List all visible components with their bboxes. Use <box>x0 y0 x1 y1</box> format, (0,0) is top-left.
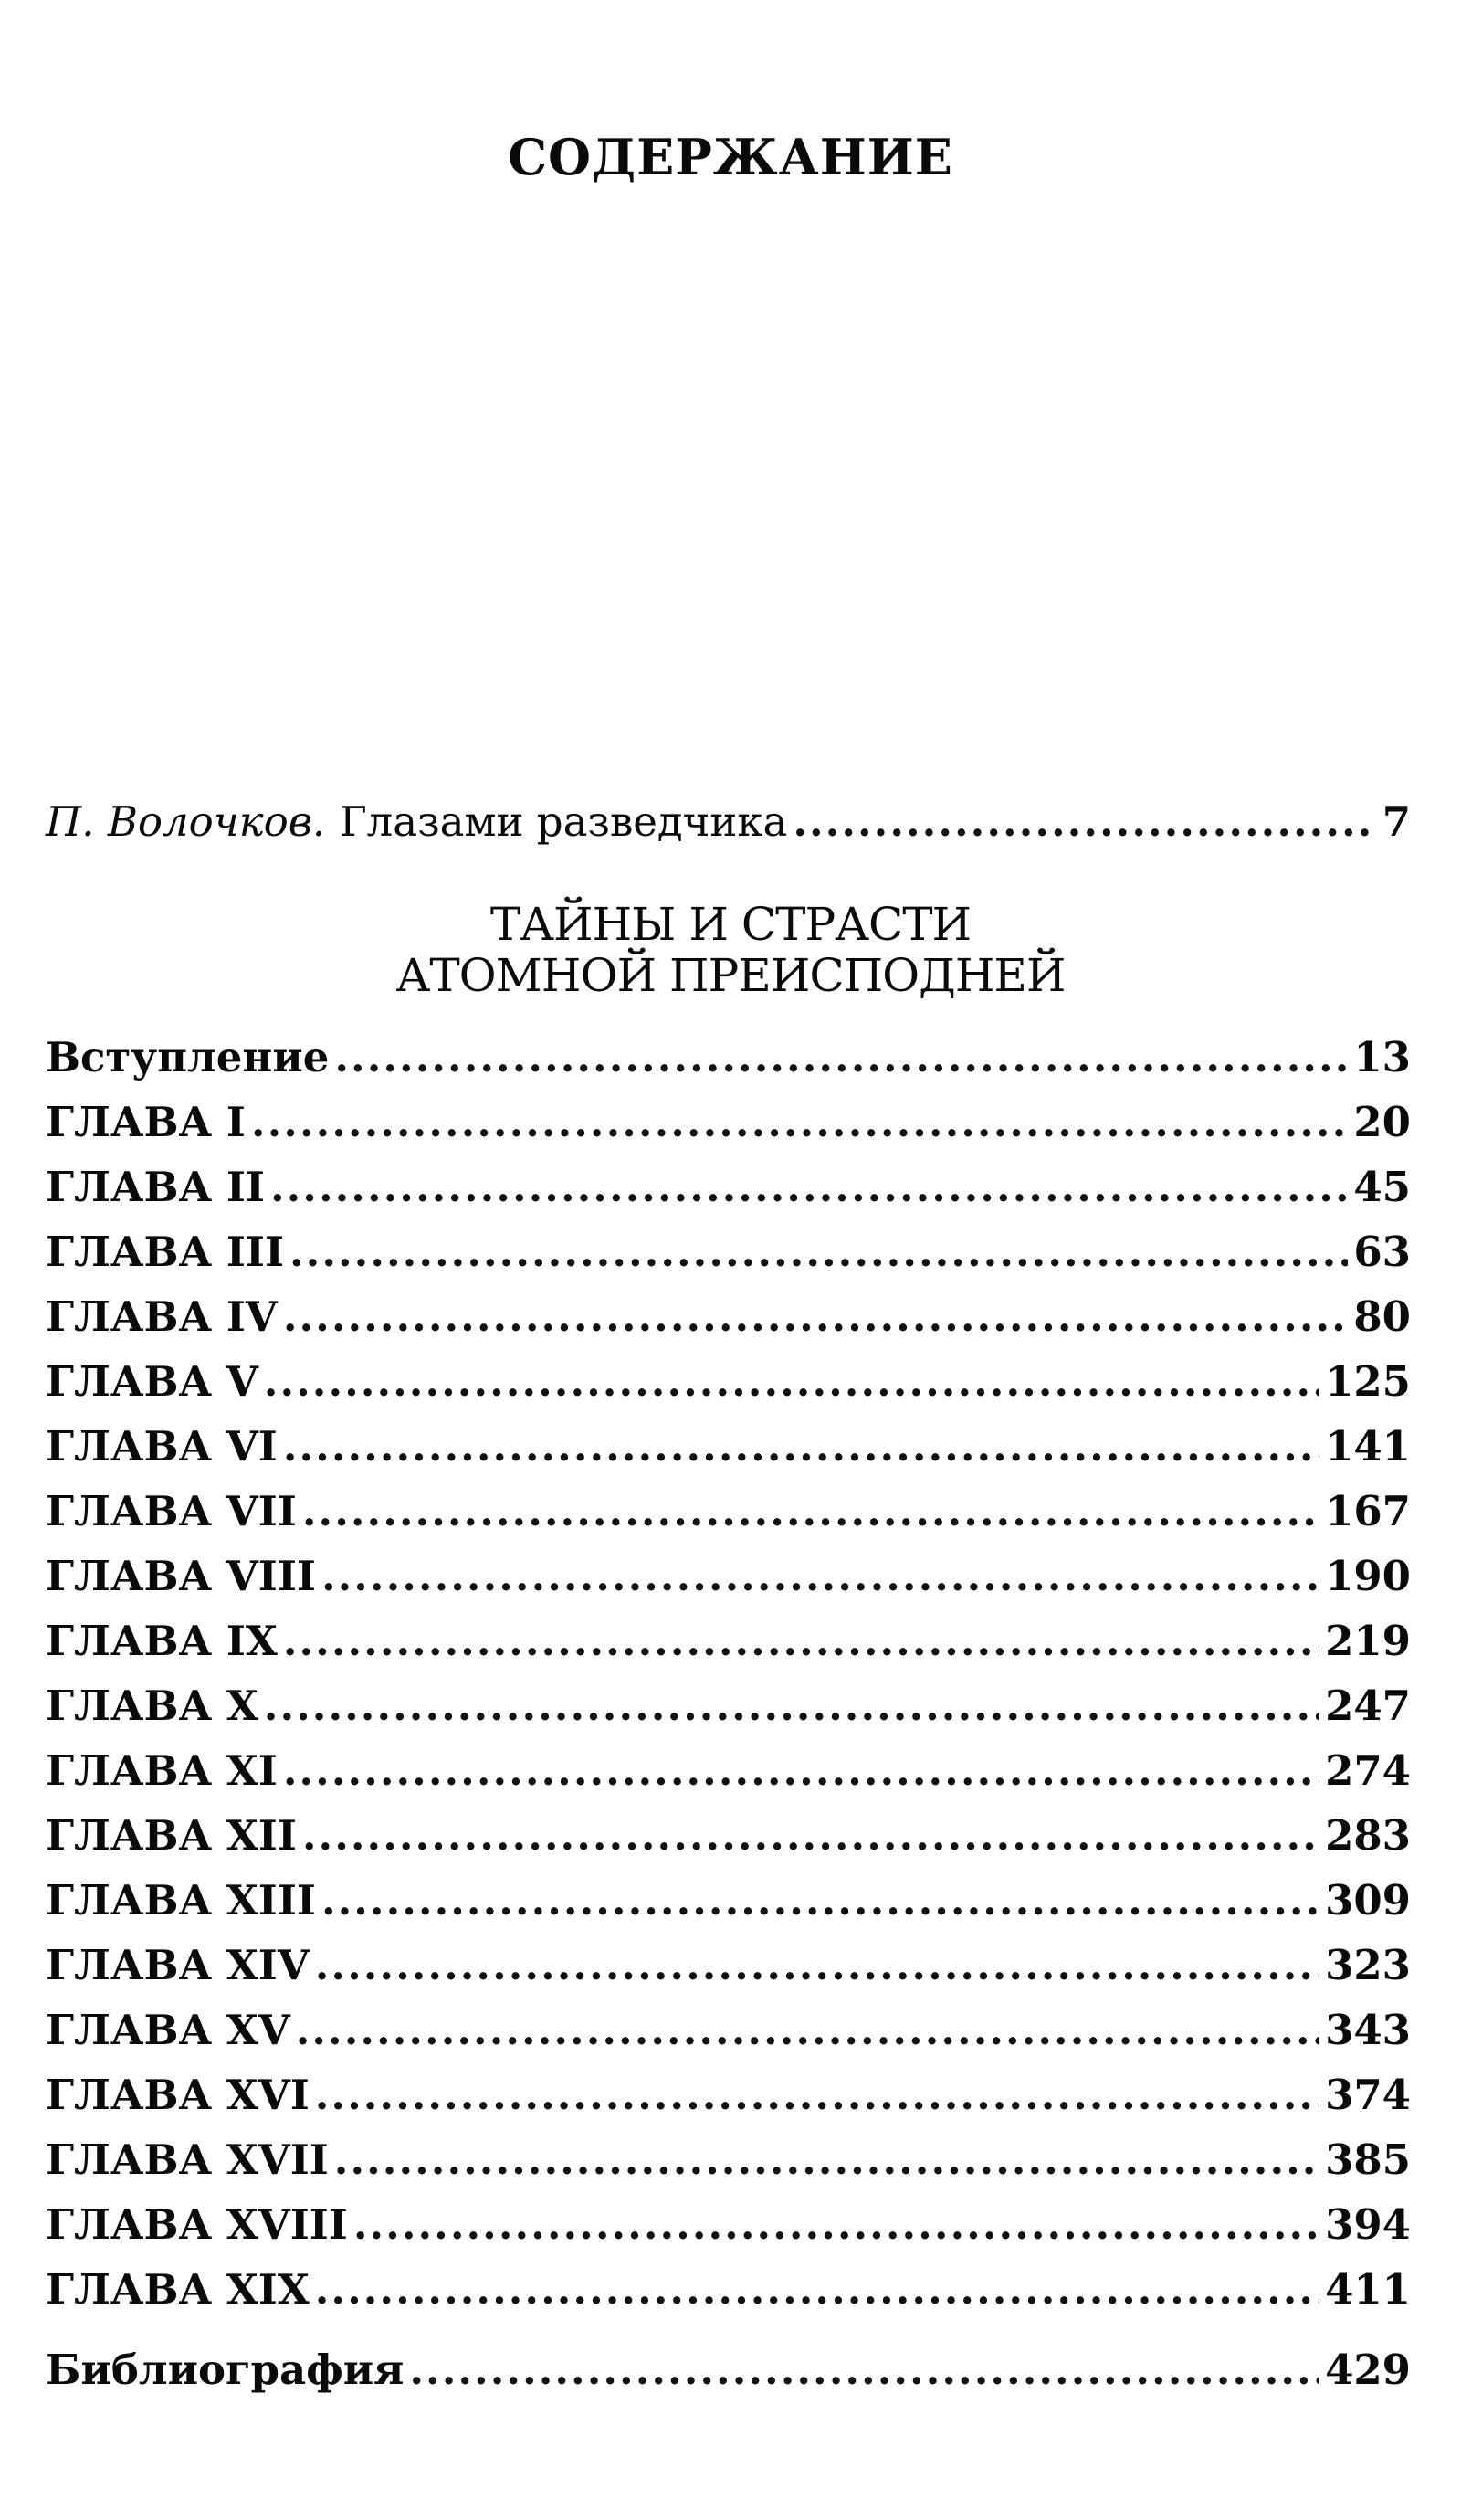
toc-entry <box>46 1225 1411 1280</box>
toc-entry-label: ГЛАВА XVI <box>46 2071 310 2119</box>
toc-entry-label: ГЛАВА XV <box>46 2006 290 2054</box>
toc-page-number: 45 <box>1353 1163 1411 1211</box>
dot-leader <box>251 1095 1348 1150</box>
toc-entry <box>46 1744 1411 1798</box>
toc-page-number: 190 <box>1325 1552 1411 1600</box>
toc-entry <box>46 1808 1411 1863</box>
toc-entry <box>46 1484 1411 1539</box>
dot-leader <box>334 2133 1319 2188</box>
toc-entry-label: ГЛАВА V <box>46 1357 258 1406</box>
dot-leader <box>315 1938 1319 1993</box>
toc-page-number: 141 <box>1325 1422 1411 1471</box>
section-heading-line-2: АТОМНОЙ ПРЕИСПОДНЕЙ <box>395 949 1066 1002</box>
toc-page-number: 283 <box>1325 1811 1411 1860</box>
toc-entry <box>46 1030 1411 1085</box>
section-heading-line-1: ТАЙНЫ И СТРАСТИ <box>489 898 972 951</box>
toc-page-number: 309 <box>1325 1876 1411 1924</box>
work-title: Глазами разведчика <box>339 797 788 846</box>
toc-page-number: 385 <box>1325 2135 1411 2184</box>
toc-entry <box>46 1549 1411 1604</box>
dot-leader <box>334 1030 1348 1085</box>
dot-leader <box>353 2198 1319 2252</box>
dot-leader <box>283 1419 1319 1474</box>
toc-page-number: 274 <box>1325 1746 1411 1795</box>
dot-leader <box>321 1549 1319 1604</box>
dot-leader <box>296 2003 1319 2058</box>
toc-entry <box>46 1614 1411 1669</box>
dot-leader <box>283 1614 1319 1669</box>
toc-entry-label: ГЛАВА VII <box>46 1487 297 1535</box>
toc-entry-label: ГЛАВА VIII <box>46 1552 316 1600</box>
toc-page-number: 247 <box>1325 1682 1411 1730</box>
toc-entry-label: ГЛАВА II <box>46 1163 265 1211</box>
toc-entry-label: ГЛАВА III <box>46 1228 285 1276</box>
toc-page-number: 323 <box>1325 1941 1411 1989</box>
toc-entry-label: ГЛАВА XIV <box>46 1941 310 1989</box>
dot-leader <box>264 1679 1319 1734</box>
toc-entry <box>46 1160 1411 1215</box>
toc-page-number: 80 <box>1353 1292 1411 1341</box>
toc-entry-label: Библиография <box>46 2346 405 2394</box>
toc-page-number: 13 <box>1353 1033 1411 1081</box>
toc-entry <box>46 1938 1411 1993</box>
toc-entry-label: ГЛАВА XII <box>46 1811 297 1860</box>
toc-page-number: 7 <box>1382 797 1411 846</box>
toc-entry-label: Вступление <box>46 1033 330 1081</box>
toc-entry-label: ГЛАВА XI <box>46 1746 278 1795</box>
dot-leader <box>283 1744 1319 1798</box>
toc-entry-label: ГЛАВА IV <box>46 1292 278 1341</box>
dot-leader <box>270 1160 1348 1215</box>
toc-entry <box>46 2133 1411 2188</box>
toc-entry-label: ГЛАВА XIII <box>46 1876 316 1924</box>
toc-entry <box>46 2003 1411 2058</box>
dot-leader <box>302 1808 1319 1863</box>
dot-leader <box>289 1225 1348 1280</box>
dot-leader <box>793 795 1369 849</box>
toc-page-number: 411 <box>1325 2265 1411 2314</box>
toc-entry-label: ГЛАВА IX <box>46 1617 278 1665</box>
toc-page-number: 429 <box>1325 2346 1411 2394</box>
toc-page-number: 394 <box>1325 2200 1411 2249</box>
toc-entry-label <box>46 795 787 849</box>
toc-entry <box>46 1290 1411 1344</box>
page-title: СОДЕРЖАНИЕ <box>508 128 953 186</box>
author-name: П. Волочков. <box>46 797 326 846</box>
toc-entry <box>46 1873 1411 1928</box>
toc-page-number: 219 <box>1325 1617 1411 1665</box>
toc-page-number: 374 <box>1325 2071 1411 2119</box>
dot-leader <box>409 2343 1319 2398</box>
dot-leader <box>321 1873 1319 1928</box>
toc-page-number: 63 <box>1353 1228 1411 1276</box>
toc-entry <box>46 2343 1411 2398</box>
toc-entry-intro <box>46 795 1411 849</box>
toc-entry <box>46 2262 1411 2317</box>
toc-entry <box>46 2198 1411 2252</box>
dot-leader <box>283 1290 1349 1344</box>
toc-entry <box>46 2068 1411 2123</box>
toc-entry-label: ГЛАВА X <box>46 1682 258 1730</box>
dot-leader <box>315 2262 1319 2317</box>
dot-leader <box>302 1484 1319 1539</box>
toc-entry-label: ГЛАВА XIX <box>46 2265 310 2314</box>
toc-page-number: 167 <box>1325 1487 1411 1535</box>
toc-page-number: 343 <box>1325 2006 1411 2054</box>
toc-entry <box>46 1679 1411 1734</box>
toc-entry <box>46 1355 1411 1409</box>
dot-leader <box>315 2068 1319 2123</box>
toc-entry-label: ГЛАВА I <box>46 1098 246 1146</box>
toc-page-number: 20 <box>1353 1098 1411 1146</box>
toc-entry-label: ГЛАВА XVII <box>46 2135 329 2184</box>
toc-entry <box>46 1095 1411 1150</box>
toc-entry-label: ГЛАВА XVIII <box>46 2200 348 2249</box>
toc-entry <box>46 1419 1411 1474</box>
toc-page-number: 125 <box>1325 1357 1411 1406</box>
toc-entry-label: ГЛАВА VI <box>46 1422 278 1471</box>
dot-leader <box>264 1355 1319 1409</box>
